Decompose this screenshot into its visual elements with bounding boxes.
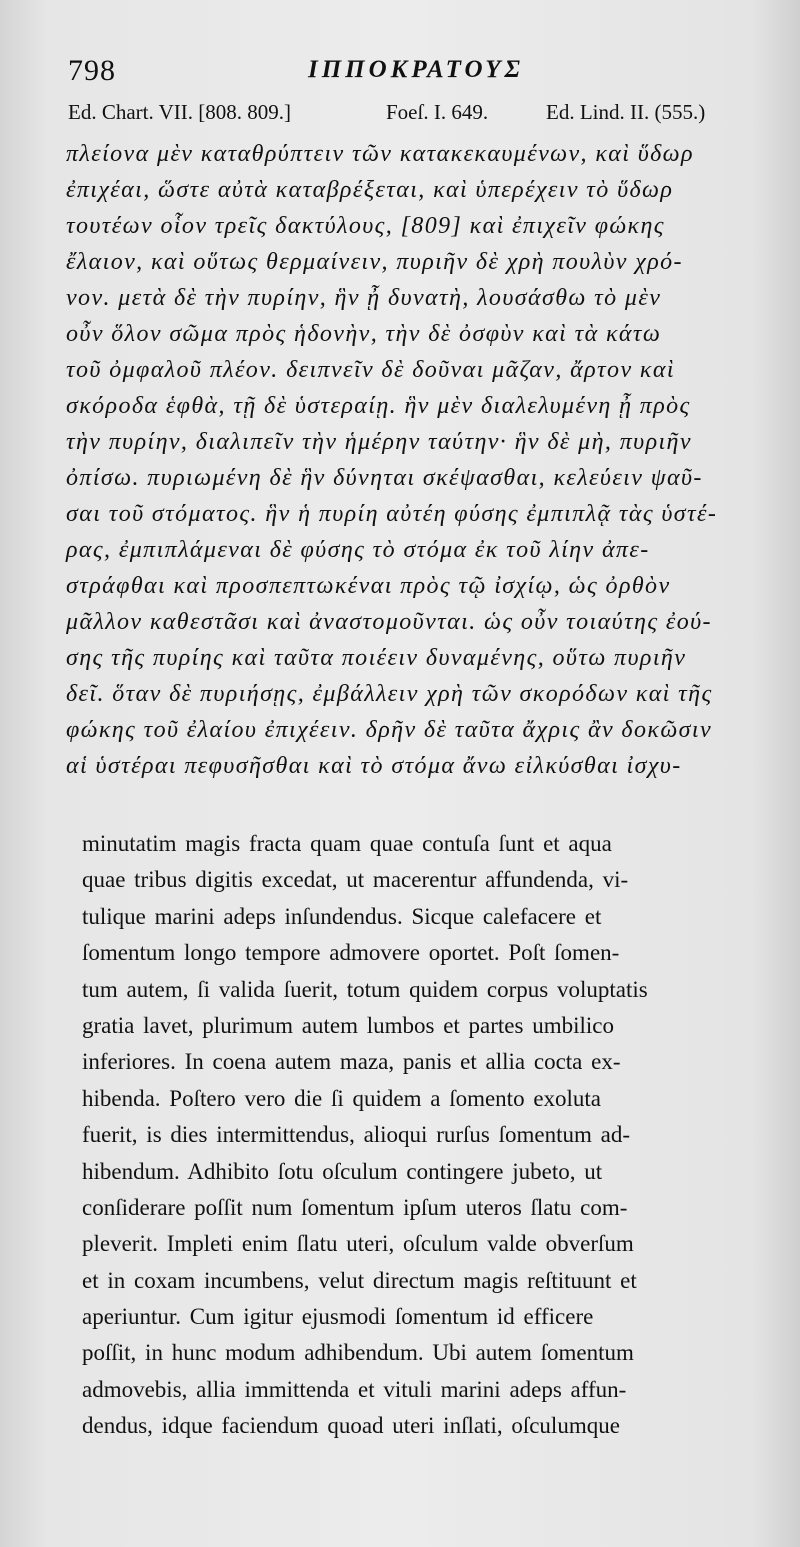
latin-line: hibenda. Poſtero vero die ſi quidem a ſomento exoluta xyxy=(82,1085,602,1111)
greek-line: ὀπίσω. πυριωμένη δὲ ἣν δύνηται σκέψασθαι, κελεύειν ψαῦ- xyxy=(66,465,703,491)
latin-line: hibendum. Adhibito ſotu oſculum contingere jubeto, ut xyxy=(82,1158,603,1184)
latin-line: ſomentum longo tempore admovere oportet. Poſt ſomen- xyxy=(82,940,620,966)
greek-line: δεῖ. ὅταν δὲ πυριήσῃς, ἐμβάλλειν χρὴ τῶν σκορόδων καὶ τῆς xyxy=(66,681,713,707)
latin-line: poſſit, in hunc modum adhibendum. Ubi autem ſomentum xyxy=(82,1340,634,1366)
greek-line: φώκης τοῦ ἐλαίου ἐπιχέειν. δρῆν δὲ ταῦτα ἄχρις ἂν δοκῶσιν xyxy=(66,717,713,743)
greek-line: τουτέων οἷον τρεῖς δακτύλους, [809] καὶ ἐπιχεῖν φώκης xyxy=(66,213,665,239)
latin-line: admovebis, allia immittenda et vituli marini adeps affun- xyxy=(82,1376,627,1402)
edition-references xyxy=(68,100,788,134)
latin-line: tum autem, ſi valida ſuerit, totum quidem corpus voluptatis xyxy=(82,976,648,1002)
greek-line: σαι τοῦ στόματος. ἣν ἡ πυρίη αὐτέη φύσης ἐμπιπλᾷ τὰς ὑστέ- xyxy=(66,501,718,527)
greek-line: τὴν πυρίην, διαλιπεῖν τὴν ἡμέρην ταύτην· ἣν δὲ μὴ, πυριῆν xyxy=(66,429,692,455)
edition-linden: Ed. Lind. II. (555.) xyxy=(546,100,706,124)
greek-line: οὖν ὅλον σῶμα πρὸς ἡδονὴν, τὴν δὲ ὀσφὺν καὶ τὰ κάτω xyxy=(66,321,662,347)
edition-chartier: Ed. Chart. VII. [808. 809.] xyxy=(68,100,291,124)
running-title: ΙΠΠΟΚΡΑΤΟΥΣ xyxy=(308,56,524,83)
page-number: 798 xyxy=(68,54,116,87)
greek-line: σκόροδα ἑφθὰ, τῇ δὲ ὑστεραίῃ. ἣν μὲν διαλελυμένη ᾖ πρὸς xyxy=(66,393,691,419)
greek-line: στράφθαι καὶ προσπεπτωκέναι πρὸς τῷ ἰσχίῳ, ὡς ὀρθὸν xyxy=(66,573,671,599)
greek-line: ἔλαιον, καὶ οὕτως θερμαίνειν, πυριῆν δὲ χρὴ πουλὺν χρό- xyxy=(66,249,683,275)
latin-line: inferiores. In coena autem maza, panis et allia cocta ex- xyxy=(82,1049,621,1075)
latin-line: et in coxam incumbens, velut directum magis reſtituunt et xyxy=(82,1267,637,1293)
latin-line: dendus, idque faciendum quoad uteri inſlati, oſculumque xyxy=(82,1413,620,1439)
latin-line: conſiderare poſſit num ſomentum ipſum uteros ſlatu com- xyxy=(82,1194,628,1220)
greek-line: μᾶλλον καθεστᾶσι καὶ ἀναστομοῦνται. ὡς οὖν τοιαύτης ἐού- xyxy=(66,609,712,635)
greek-line: αἱ ὑστέραι πεφυσῆσθαι καὶ τὸ στόμα ἄνω εἰλκύσθαι ἰσχυ- xyxy=(66,753,682,779)
latin-line: minutatim magis fracta quam quae contuſa ſunt et aqua xyxy=(82,831,612,856)
latin-line: quae tribus digitis excedat, ut macerentur affundenda, vi- xyxy=(82,867,629,893)
greek-line: σης τῆς πυρίης καὶ ταῦτα ποιέειν δυναμένης, οὕτω πυριῆν xyxy=(66,645,687,671)
greek-line: ρας, ἐμπιπλάμεναι δὲ φύσης τὸ στόμα ἐκ τοῦ λίην ἀπε- xyxy=(66,537,650,563)
latin-line: aperiuntur. Cum igitur ejusmodi ſomentum id efficere xyxy=(82,1304,594,1330)
greek-line: τοῦ ὀμφαλοῦ πλέον. δειπνεῖν δὲ δοῦναι μᾶζαν, ἄρτον καὶ xyxy=(66,357,675,383)
latin-line: pleverit. Impleti enim ſlatu uteri, oſculum valde obverſum xyxy=(82,1231,634,1257)
greek-line: νον. μετὰ δὲ τὴν πυρίην, ἣν ᾖ δυνατὴ, λουσάσθω τὸ μὲν xyxy=(66,285,662,311)
latin-line: gratia lavet, plurimum autem lumbos et partes umbilico xyxy=(82,1012,614,1038)
latin-text xyxy=(82,826,794,1445)
page-header xyxy=(68,50,768,98)
greek-line: ἐπιχέαι, ὥστε αὐτὰ καταβρέξεται, καὶ ὑπερέχειν τὸ ὕδωρ xyxy=(66,177,674,203)
latin-line: fuerit, is dies intermittendus, alioqui rurſus ſomentum ad- xyxy=(82,1122,630,1148)
greek-line: πλείονα μὲν καταθρύπτειν τῶν κατακεκαυμένων, καὶ ὕδωρ xyxy=(66,141,694,167)
greek-text xyxy=(66,136,792,784)
latin-line: tulique marini adeps inſundendus. Sicque calefacere et xyxy=(82,903,602,929)
edition-foes: Foeſ. I. 649. xyxy=(386,100,489,124)
